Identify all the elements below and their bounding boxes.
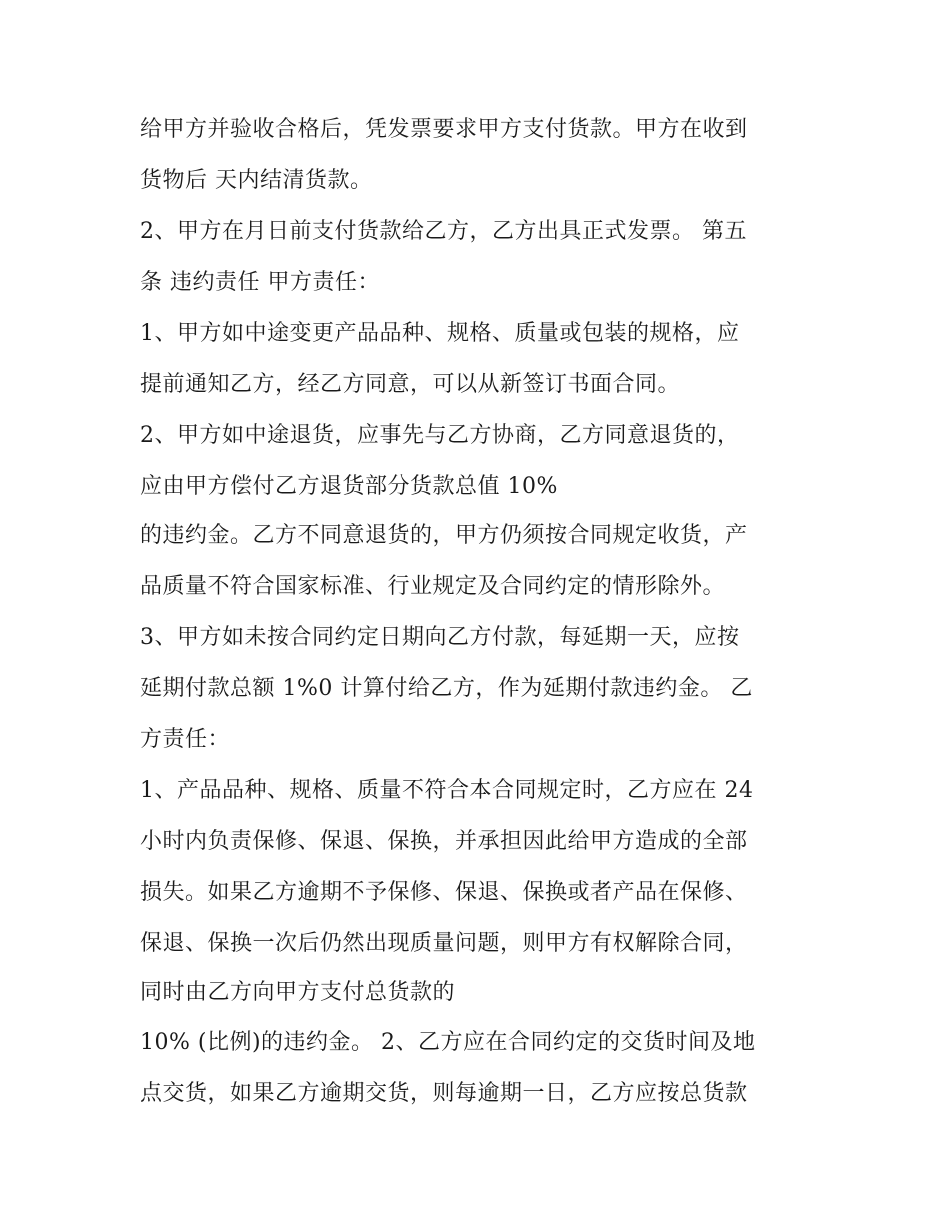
text-line: 方责任： — [140, 727, 231, 752]
text-line: 提前通知乙方，经乙方同意，可以从新签订书面合同。 — [140, 372, 681, 397]
text-line: 保退、保换一次后仍然出现质量问题，则甲方有权解除合同， — [140, 931, 748, 956]
text-line: 条 违约责任 甲方责任： — [140, 270, 380, 295]
text-line: 1、甲方如中途变更产品品种、规格、质量或包装的规格，应 — [140, 321, 740, 346]
text-line: 品质量不符合国家标准、行业规定及合同约定的情形除外。 — [140, 574, 726, 599]
text-line: 损失。如果乙方逾期不予保修、保退、保换或者产品在保修、 — [140, 880, 748, 905]
text-line: 2、甲方如中途退货，应事先与乙方协商，乙方同意退货的， — [140, 423, 740, 448]
text-line: 1、产品品种、规格、质量不符合本合同规定时，乙方应在 24 — [140, 778, 754, 803]
text-line: 10% (比例)的违约金。 2、乙方应在合同约定的交货时间及地 — [140, 1030, 756, 1055]
text-line: 给甲方并验收合格后，凭发票要求甲方支付货款。甲方在收到 — [140, 117, 748, 142]
text-line: 同时由乙方向甲方支付总货款的 — [140, 980, 456, 1005]
text-line: 货物后 天内结清货款。 — [140, 168, 373, 193]
text-line: 延期付款总额 1%0 计算付给乙方，作为延期付款违约金。 乙 — [140, 676, 753, 701]
text-line: 2、甲方在月日前支付货款给乙方，乙方出具正式发票。 第五 — [140, 219, 747, 244]
text-line: 应由甲方偿付乙方退货部分货款总值 10% — [140, 474, 558, 499]
text-line: 点交货，如果乙方逾期交货，则每逾期一日，乙方应按总货款 — [140, 1081, 748, 1106]
text-line: 小时内负责保修、保退、保换，并承担因此给甲方造成的全部 — [140, 829, 748, 854]
text-line: 3、甲方如未按合同约定日期向乙方付款，每延期一天，应按 — [140, 625, 740, 650]
text-line: 的违约金。乙方不同意退货的，甲方仍须按合同规定收货，产 — [140, 523, 748, 548]
